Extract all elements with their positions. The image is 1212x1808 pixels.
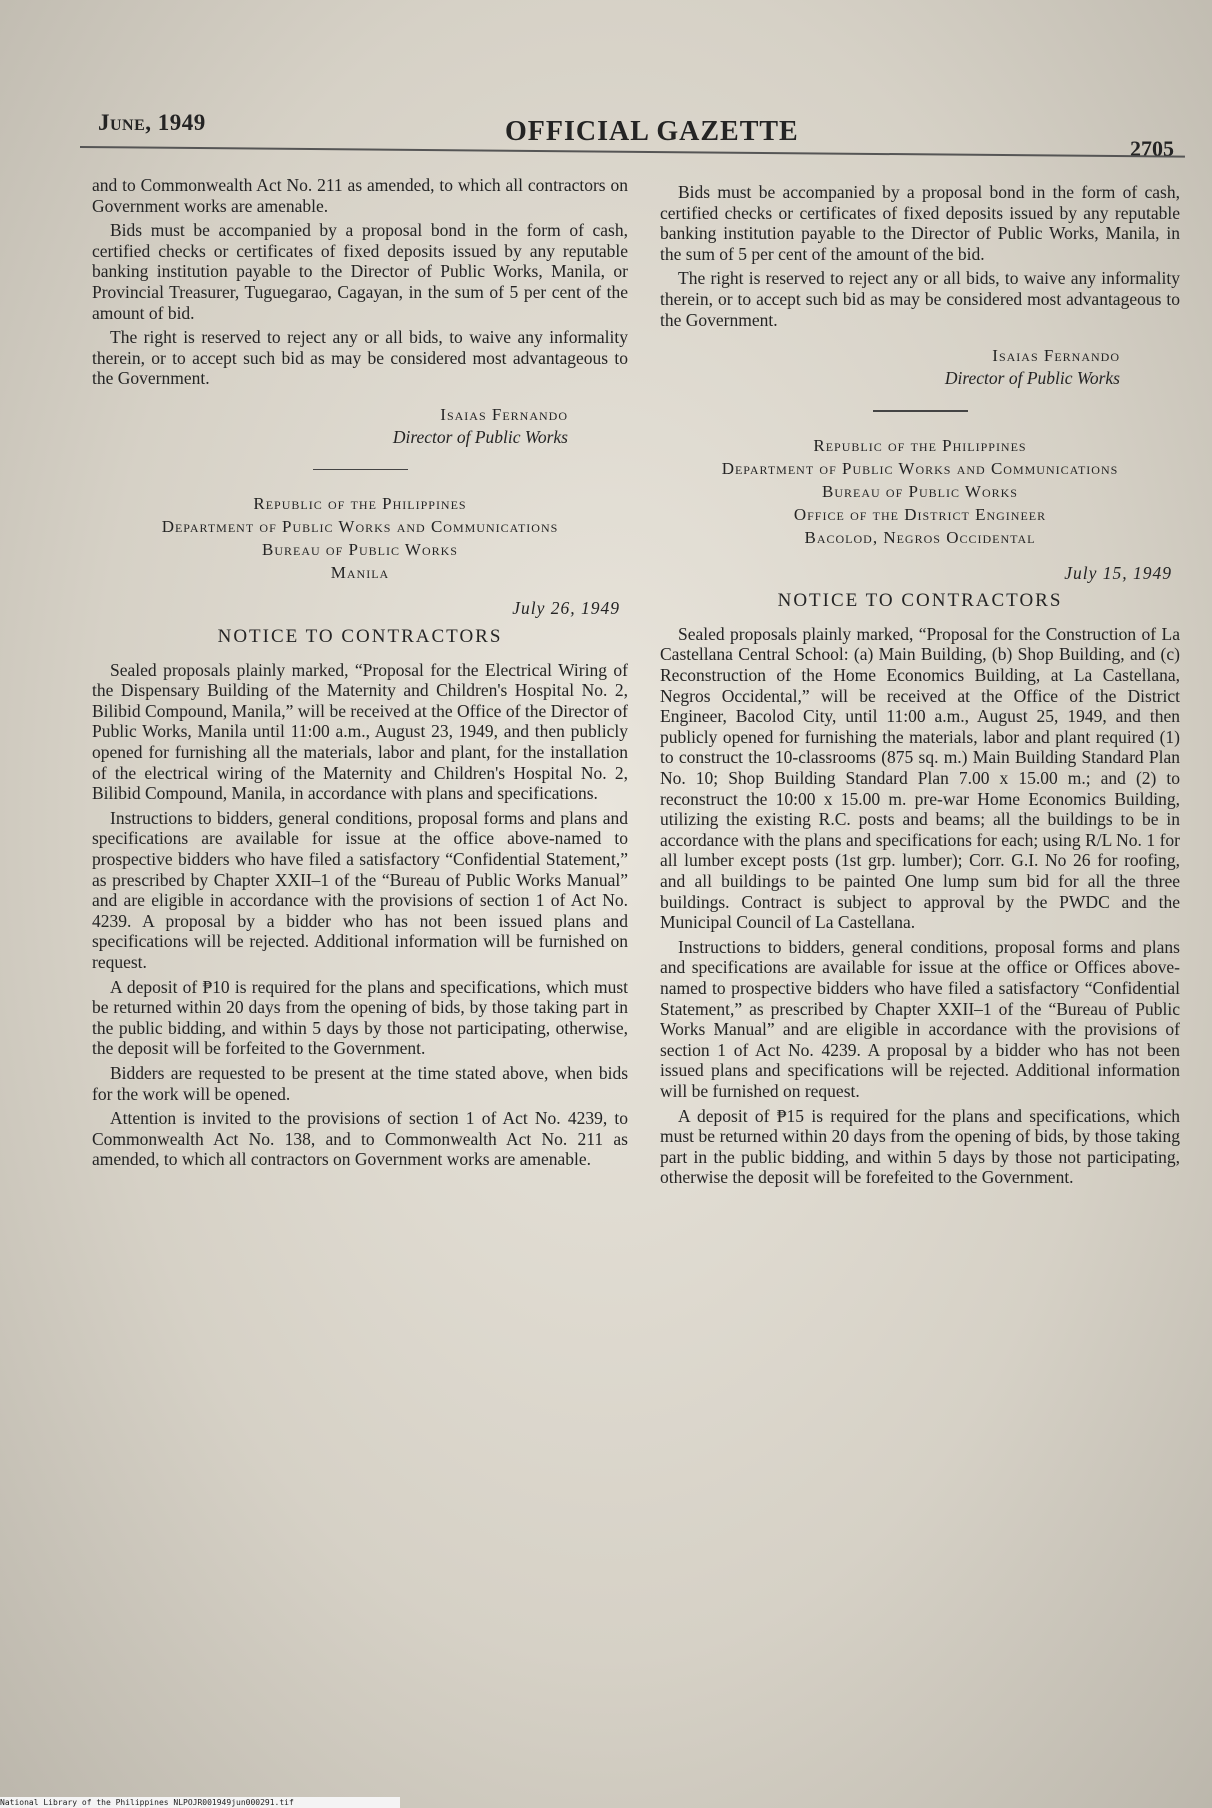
- section-divider: [313, 469, 408, 471]
- issuer-block: [660, 434, 1180, 549]
- header-date: June, 1949: [98, 110, 206, 135]
- signatory-role: Director of Public Works: [392, 426, 568, 447]
- paragraph: and to Commonwealth Act No. 211 as amended, to which all contractors on Government works are amenable.: [92, 175, 628, 216]
- notice-heading: NOTICE TO CONTRACTORS: [217, 626, 503, 648]
- left-column: [92, 175, 628, 1174]
- notice-heading: NOTICE TO CONTRACTORS: [777, 590, 1063, 612]
- notice-date: July 15, 1949: [1064, 562, 1172, 583]
- issuer-line: Republic of the Philippines: [813, 435, 1027, 455]
- paragraph: Bidders are requested to be present at the time stated above, when bids for the work will be opened.: [92, 1062, 628, 1104]
- header-title: OFFICIAL GAZETTE: [505, 116, 799, 147]
- signatory-name: Isaias Fernando: [440, 404, 568, 424]
- scan-footer: National Library of the Philippines NLPOJR001949jun000291.tif: [0, 1797, 400, 1808]
- paragraph: Attention is invited to the provisions of section 1 of Act No. 4239, to Commonwealth Act No. 138, and to Commonwealth Act No. 211 as amended, to which all contractors on Government works are amenable.: [92, 1108, 628, 1170]
- issuer-line: Bureau of Public Works: [262, 540, 458, 560]
- right-column: [660, 182, 1180, 1192]
- paragraph: Bids must be accompanied by a proposal bond in the form of cash, certified checks or certificates of fixed deposits issued by any reputable banking institution payable to the Director of Public Works, Manila, in the sum of 5 per cent of the amount of the bid.: [660, 182, 1180, 264]
- issuer-line: Republic of the Philippines: [253, 494, 467, 514]
- notice-date: July 26, 1949: [512, 598, 620, 619]
- signature-block: [92, 403, 568, 449]
- paragraph: A deposit of ₱10 is required for the plans and specifications, which must be returned within 20 days from the opening of bids, by those taking part in the public bidding, and within 5 days by those not participating, otherwise, the deposit will be forfeited to the Government.: [92, 976, 628, 1059]
- section-divider: [873, 410, 968, 412]
- issuer-line: Bureau of Public Works: [822, 481, 1018, 501]
- issuer-line: Bacolod, Negros Occidental: [804, 527, 1036, 547]
- paragraph: Sealed proposals plainly marked, “Proposal for the Construction of La Castellana Central School: (a) Main Building, (b) Shop Building, and (c) Reconstruction of the Home Economics Building, at La Castellana, Negros Occidental,” will be received at the Office of the District Engineer, Bacolod City, until 11:00 a.m., August 25, 1949, and then publicly opened for furnishing the materials, labor and plant required (1) to construct the 10-classrooms (875 sq. m.) Main Building Standard Plan No. 10; Shop Building Standard Plan 7.00 x 15.00 m.; and (2) to reconstruct the 10:00 x 15.00 m. pre-war Home Economics Building, utilizing the existing R.C. posts and beams; all the buildings to be in accordance with the plans and specifications for each; using R/L No. 1 for all lumber except posts (1st grp. lumber); Corr. G.I. No 26 for roofing, and all buildings to be painted One lump sum bid for all the three buildings. Contract is subject to approval by the PWDC and the Municipal Council of La Castellana.: [660, 623, 1180, 933]
- paragraph: Bids must be accompanied by a proposal bond in the form of cash, certified checks or certificates of fixed deposits issued by any reputable banking institution payable to the Director of Public Works, Manila, or Provincial Treasurer, Tuguegarao, Cagayan, in the sum of 5 per cent of the amount of bid.: [92, 220, 628, 323]
- issuer-line: Department of Public Works and Communications: [721, 458, 1119, 478]
- paragraph: A deposit of ₱15 is required for the plans and specifications, which must be returned within 20 days from the opening of bids, by those taking part in the public bidding, and within 5 days by those not participating, otherwise the deposit will be forefeited to the Government.: [660, 1105, 1180, 1188]
- signatory-name: Isaias Fernando: [992, 346, 1120, 366]
- issuer-line: Manila: [330, 563, 390, 583]
- page-number: 2705: [1130, 136, 1174, 161]
- paragraph: The right is reserved to reject any or all bids, to waive any informality therein, or to accept such bid as may be considered most advantageous to the Government.: [660, 268, 1180, 330]
- issuer-block: [92, 492, 628, 584]
- paragraph: Sealed proposals plainly marked, “Proposal for the Electrical Wiring of the Dispensary Building of the Maternity and Children's Hospital No. 2, Bilibid Compound, Manila,” will be received at the Office of the Director of Public Works, Manila until 11:00 a.m., August 23, 1949, and then publicly opened for furnishing all the materials, labor and plant, for the installation of the electrical wiring of the Maternity and Children's Hospital No. 2, Bilibid Compound, Manila, in accordance with plans and specifications.: [92, 659, 628, 804]
- issuer-line: Department of Public Works and Communications: [161, 517, 559, 537]
- signatory-role: Director of Public Works: [944, 368, 1120, 389]
- issuer-line: Office of the District Engineer: [793, 504, 1047, 524]
- paragraph: The right is reserved to reject any or all bids, to waive any informality therein, or to accept such bid as may be considered most advantageous to the Government.: [92, 327, 628, 389]
- paragraph: Instructions to bidders, general conditions, proposal forms and plans and specifications are available for issue at the office above-named to prospective bidders who have filed a satisfactory “Confidential Statement,” as prescribed by Chapter XXII–1 of the “Bureau of Public Works Manual” and are eligible in accordance with the provisions of section 1 of Act No. 4239. A proposal by a bidder who has not been issued plans and specifications will be rejected. Additional information will be furnished on request.: [92, 807, 628, 972]
- signature-block: [660, 344, 1120, 390]
- paragraph: Instructions to bidders, general conditions, proposal forms and plans and specifications are available for issue at the office or Offices above-named to prospective bidders who have filed a satisfactory “Confidential Statement,” as prescribed by Chapter XXII–1 of the “Bureau of Public Works Manual” and are eligible in accordance with the provisions of section 1 of Act No. 4239. A proposal by a bidder who has not been issued plans and specifications will be rejected. Additional information will be furnished on request.: [660, 936, 1180, 1101]
